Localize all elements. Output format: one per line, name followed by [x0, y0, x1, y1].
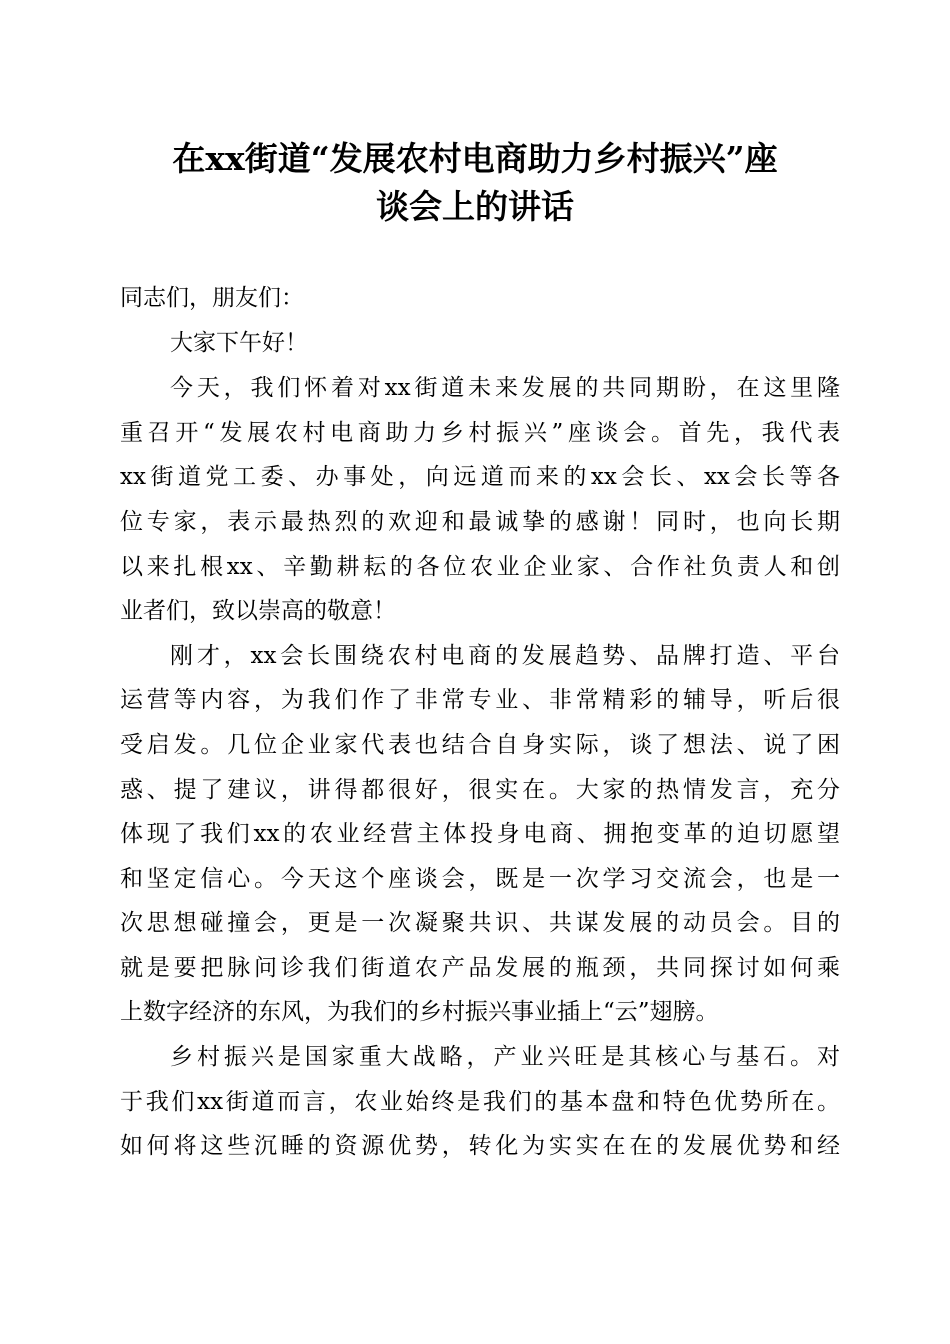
paragraph-line: 运营等内容，为我们作了非常专业、非常精彩的辅导，听后很: [120, 687, 840, 713]
paragraph-line: 和坚定信心。今天这个座谈会，既是一次学习交流会，也是一: [120, 866, 840, 892]
paragraph-line: 就是要把脉问诊我们街道农产品发展的瓶颈，共同探讨如何乘: [120, 955, 840, 981]
paragraph-line: 今天，我们怀着对xx街道未来发展的共同期盼，在这里隆: [170, 375, 840, 401]
document-title-line-1: 在xx街道“发展农村电商助力乡村振兴”座: [172, 139, 778, 178]
paragraph-line: 乡村振兴是国家重大战略，产业兴旺是其核心与基石。对: [170, 1044, 840, 1070]
paragraph-line: 重召开“发展农村电商助力乡村振兴”座谈会。首先，我代表: [120, 420, 840, 446]
paragraph-line: 业者们，致以崇高的敬意！: [120, 598, 396, 624]
document-title-line-2: 谈会上的讲话: [376, 187, 574, 226]
greeting: 大家下午好！: [170, 330, 308, 356]
paragraph-line: 体现了我们xx的农业经营主体投身电商、拥抱变革的迫切愿望: [120, 821, 840, 847]
paragraph-line: 位专家，表示最热烈的欢迎和最诚挚的感谢！同时，也向长期: [120, 509, 840, 535]
paragraph-line: 刚才，xx会长围绕农村电商的发展趋势、品牌打造、平台: [170, 643, 840, 669]
paragraph-line: 惑、提了建议，讲得都很好，很实在。大家的热情发言，充分: [120, 777, 840, 803]
paragraph-line: 如何将这些沉睡的资源优势，转化为实实在在的发展优势和经: [120, 1133, 840, 1159]
paragraph-line: 受启发。几位企业家代表也结合自身实际，谈了想法、说了困: [120, 732, 840, 758]
paragraph-line: 上数字经济的东风，为我们的乡村振兴事业插上“云”翅膀。: [120, 999, 719, 1025]
paragraph-line: 以来扎根xx、辛勤耕耘的各位农业企业家、合作社负责人和创: [120, 554, 840, 580]
paragraph-line: 于我们xx街道而言，农业始终是我们的基本盘和特色优势所在。: [120, 1089, 840, 1115]
salutation: 同志们，朋友们：: [120, 285, 304, 311]
paragraph-line: 次思想碰撞会，更是一次凝聚共识、共谋发展的动员会。目的: [120, 910, 840, 936]
paragraph-line: xx街道党工委、办事处，向远道而来的xx会长、xx会长等各: [120, 464, 840, 490]
